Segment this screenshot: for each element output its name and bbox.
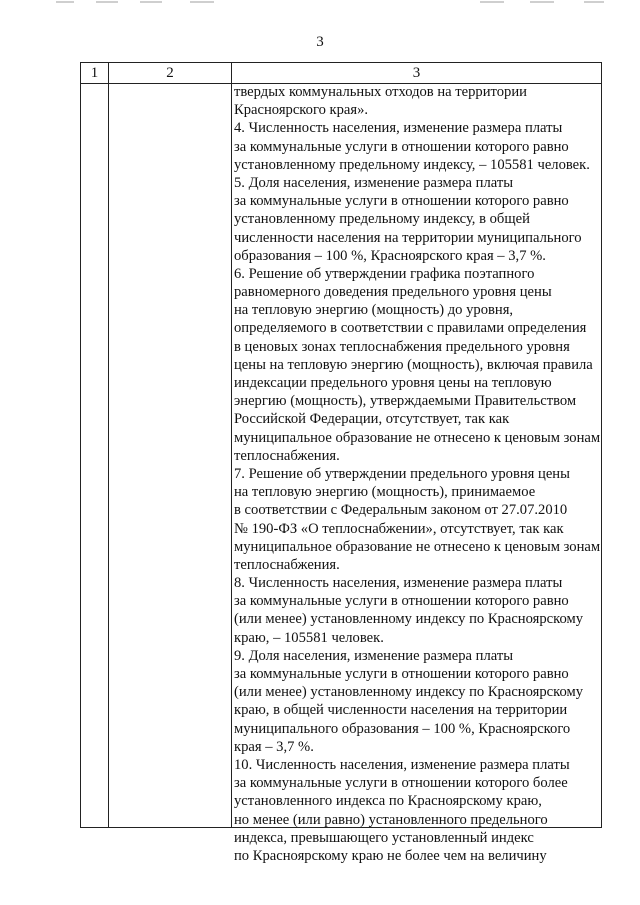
text-line: за коммунальные услуги в отношении которого равно bbox=[234, 666, 569, 682]
text-line: на тепловую энергию (мощность), принимаемое bbox=[234, 484, 536, 501]
text-line: краю, – 105581 человек. bbox=[234, 629, 384, 646]
document-table bbox=[80, 62, 602, 864]
text-line: установленному предельному индексу, – 105581 человек. bbox=[234, 156, 590, 173]
column-divider-2-3 bbox=[231, 63, 232, 827]
text-line: Красноярского края». bbox=[234, 102, 369, 119]
text-line: № 190-ФЗ «О теплоснабжении», отсутствует, так как bbox=[234, 520, 564, 537]
scan-artifact-dash bbox=[584, 1, 604, 3]
text-line: по Красноярскому краю не более чем на величину bbox=[234, 847, 547, 864]
column-3-text bbox=[234, 83, 600, 865]
text-line: теплоснабжения. bbox=[234, 447, 340, 464]
text-line: твердых коммунальных отходов на территории bbox=[234, 84, 527, 100]
scan-artifact-dash bbox=[96, 1, 118, 3]
page-number: 3 bbox=[316, 34, 324, 50]
text-line: 7. Решение об утверждении предельного уровня цены bbox=[234, 465, 570, 482]
scan-artifact-dash bbox=[480, 1, 504, 3]
text-line: края – 3,7 %. bbox=[234, 738, 314, 755]
text-line: образования – 100 %, Красноярского края – 3,7 %. bbox=[234, 247, 546, 264]
text-line: 10. Численность населения, изменение размера платы bbox=[234, 756, 570, 773]
text-line: 9. Доля населения, изменение размера платы bbox=[234, 647, 514, 664]
text-line: 6. Решение об утверждении графика поэтапного bbox=[234, 265, 535, 282]
column-header-3: 3 bbox=[412, 65, 421, 81]
scan-artifact-dash bbox=[530, 1, 554, 3]
text-line: краю, в общей численности населения на территории bbox=[234, 702, 568, 719]
text-line: но менее (или равно) установленного предельного bbox=[234, 811, 548, 828]
scan-artifact-dash bbox=[140, 1, 162, 3]
text-line: цены на тепловую энергию (мощность), включая правила bbox=[234, 356, 593, 373]
column-header-2: 2 bbox=[166, 65, 174, 81]
text-line: численности населения на территории муниципального bbox=[234, 229, 582, 246]
text-line: муниципальное образование не отнесено к ценовым зонам bbox=[234, 538, 600, 555]
text-line: равномерного доведения предельного уровня цены bbox=[234, 284, 552, 301]
column-divider-1-2 bbox=[108, 63, 109, 827]
text-line: в ценовых зонах теплоснабжения предельного уровня bbox=[234, 338, 570, 355]
table-header-row bbox=[81, 63, 601, 84]
text-line: за коммунальные услуги в отношении которого равно bbox=[234, 593, 569, 610]
text-line: муниципального образования – 100 %, Красноярского bbox=[234, 720, 571, 737]
text-line: 5. Доля населения, изменение размера платы bbox=[234, 174, 514, 191]
text-line: установленному предельному индексу, в общей bbox=[234, 211, 530, 228]
text-line: теплоснабжения. bbox=[234, 556, 340, 573]
text-line: на тепловую энергию (мощность) до уровня, bbox=[234, 302, 514, 319]
text-line: за коммунальные услуги в отношении которого равно bbox=[234, 193, 569, 210]
text-line: за коммунальные услуги в отношении которого более bbox=[234, 775, 568, 792]
text-line: Российской Федерации, отсутствует, так как bbox=[234, 411, 510, 428]
column-header-1: 1 bbox=[90, 65, 99, 81]
text-line: энергию (мощность), утверждаемыми Правительством bbox=[234, 393, 577, 410]
scan-artifact-dash bbox=[190, 1, 214, 3]
text-line: за коммунальные услуги в отношении которого равно bbox=[234, 138, 569, 155]
text-line: определяемого в соответствии с правилами определения bbox=[234, 320, 587, 337]
text-line: 8. Численность населения, изменение размера платы bbox=[234, 575, 563, 592]
text-line: индекса, превышающего установленный индекс bbox=[234, 829, 534, 846]
text-line: 4. Численность населения, изменение размера платы bbox=[234, 120, 563, 137]
text-line: индексации предельного уровня цены на тепловую bbox=[234, 375, 552, 391]
text-line: (или менее) установленному индексу по Красноярскому bbox=[234, 611, 584, 628]
text-line: (или менее) установленному индексу по Красноярскому bbox=[234, 684, 584, 701]
text-line: установленного индекса по Красноярскому краю, bbox=[234, 793, 542, 810]
scan-artifact-dash bbox=[56, 1, 74, 3]
text-line: в соответствии с Федеральным законом от 27.07.2010 bbox=[234, 502, 568, 519]
text-line: муниципальное образование не отнесено к ценовым зонам bbox=[234, 429, 600, 446]
